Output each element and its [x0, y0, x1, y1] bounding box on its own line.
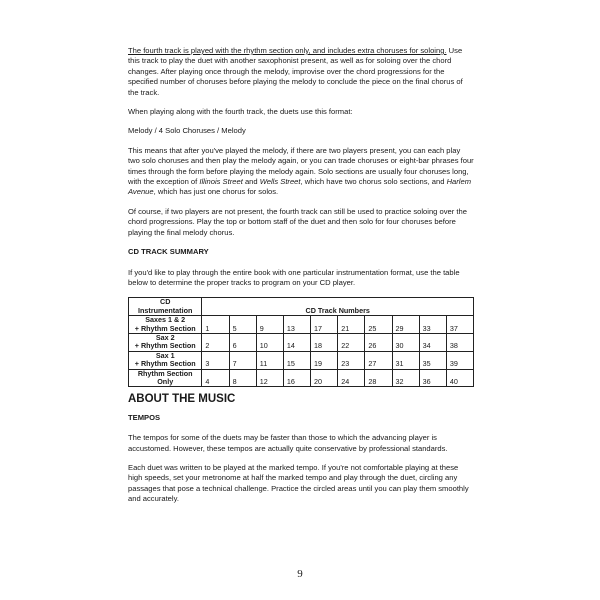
- title-harlem-avenue: Harlem Avenue: [128, 177, 472, 197]
- track-number-cell: 8: [229, 369, 256, 387]
- tempos-paragraph-1: The tempos for some of the duets may be faster than those to which the advancing player is accustomed. However, these tempos are actually quite conservative by professional standards.: [128, 433, 448, 453]
- cd-track-summary-description: If you'd like to play through the entire book with one particular instrumentation format, use the table below to determine the proper tracks to program on your CD player.: [128, 267, 460, 287]
- solo-text-a: This means that after you've played the melody, if there are two players present, you can each play two solo choruses and then play the melody again, or you can trade choruses or eight-bar phrases four times through the form before playing the melody again. Solo sections are usually four choruses long, with the exception of: [128, 145, 474, 187]
- header-instrumentation: CD Instrumentation: [129, 298, 202, 316]
- track-number-cell: 9: [256, 316, 283, 334]
- track-number-cell: 2: [202, 333, 229, 351]
- track-number-cell: 31: [392, 351, 419, 369]
- track-number-cell: 4: [202, 369, 229, 387]
- track-number-cell: 17: [311, 316, 338, 334]
- row-instrumentation: Rhythm Section Only: [129, 369, 202, 387]
- track-number-cell: 10: [256, 333, 283, 351]
- solo-text-c: , which have two chorus solo sections, and: [300, 177, 447, 187]
- table-row: [129, 369, 474, 387]
- track-number-cell: 33: [419, 316, 446, 334]
- track-number-cell: 36: [419, 369, 446, 387]
- intro-lead-rest: Use this track to play the duet with another saxophonist present, as well as for soloing over the chord changes. After playing once through the melody, improvise over the chord progressions for the specified number of choruses before playing the melody to conclude the piece on the final chorus of the track.: [128, 46, 463, 97]
- track-number-cell: 3: [202, 351, 229, 369]
- track-number-cell: 29: [392, 316, 419, 334]
- track-number-cell: 27: [365, 351, 392, 369]
- track-number-cell: 32: [392, 369, 419, 387]
- track-number-cell: 40: [446, 369, 473, 387]
- track-number-cell: 11: [256, 351, 283, 369]
- intro-paragraph: [128, 46, 474, 98]
- cd-track-table: [128, 297, 474, 387]
- solo-explanation: [128, 146, 474, 198]
- cd-track-summary-heading: CD TRACK SUMMARY: [128, 247, 209, 257]
- row-instrumentation: Sax 1 + Rhythm Section: [129, 351, 202, 369]
- track-number-cell: 12: [256, 369, 283, 387]
- header-track-numbers: CD Track Numbers: [202, 298, 474, 316]
- about-music-heading: ABOUT THE MUSIC: [128, 393, 236, 406]
- track-number-cell: 22: [338, 333, 365, 351]
- tempos-paragraph-2: Each duet was written to be played at the marked tempo. If you're not comfortable playing at these high speeds, set your metronome at half the marked tempo and play through the duet, circling any passages that pose a technical challenge. Practice the circled areas until you can play them smoothly and accurately.: [128, 463, 469, 504]
- intro-lead-underlined: The fourth track is played with the rhythm section only, and includes extra choruses for soloing.: [128, 46, 447, 55]
- row-instrumentation: Sax 2 + Rhythm Section: [129, 333, 202, 351]
- table-row: [129, 316, 474, 334]
- format-intro: When playing along with the fourth track, the duets use this format:: [128, 107, 353, 117]
- table-header-row: [129, 298, 474, 316]
- practice-paragraph: Of course, if two players are not present, the fourth track can still be used to practice soloing over the chord progressions. Play the top or bottom staff of the duet and then solo for four choruses before playing the final melody chorus.: [128, 206, 467, 237]
- track-number-cell: 15: [283, 351, 310, 369]
- title-wells-street: Wells Street: [259, 177, 301, 187]
- track-number-cell: 21: [338, 316, 365, 334]
- document-page: [128, 46, 474, 514]
- track-number-cell: 1: [202, 316, 229, 334]
- tempos-heading: TEMPOS: [128, 412, 161, 422]
- track-number-cell: 28: [365, 369, 392, 387]
- solo-text-b: and: [242, 177, 260, 187]
- track-number-cell: 6: [229, 333, 256, 351]
- track-number-cell: 23: [338, 351, 365, 369]
- solo-text-d: , which has just one chorus for solos.: [153, 187, 279, 197]
- track-number-cell: 7: [229, 351, 256, 369]
- track-number-cell: 20: [311, 369, 338, 387]
- track-number-cell: 18: [311, 333, 338, 351]
- track-number-cell: 25: [365, 316, 392, 334]
- track-number-cell: 38: [446, 333, 473, 351]
- track-number-cell: 19: [311, 351, 338, 369]
- title-illinois-street: Illinois Street: [199, 177, 243, 187]
- track-number-cell: 14: [283, 333, 310, 351]
- table-row: [129, 333, 474, 351]
- table-row: [129, 351, 474, 369]
- format-line: Melody / 4 Solo Choruses / Melody: [128, 126, 246, 136]
- track-number-cell: 37: [446, 316, 473, 334]
- track-number-cell: 5: [229, 316, 256, 334]
- row-instrumentation: Saxes 1 & 2 + Rhythm Section: [129, 316, 202, 334]
- track-number-cell: 16: [283, 369, 310, 387]
- track-number-cell: 13: [283, 316, 310, 334]
- track-number-cell: 26: [365, 333, 392, 351]
- track-number-cell: 39: [446, 351, 473, 369]
- track-number-cell: 24: [338, 369, 365, 387]
- track-number-cell: 34: [419, 333, 446, 351]
- track-number-cell: 30: [392, 333, 419, 351]
- page-number: 9: [297, 568, 303, 580]
- track-number-cell: 35: [419, 351, 446, 369]
